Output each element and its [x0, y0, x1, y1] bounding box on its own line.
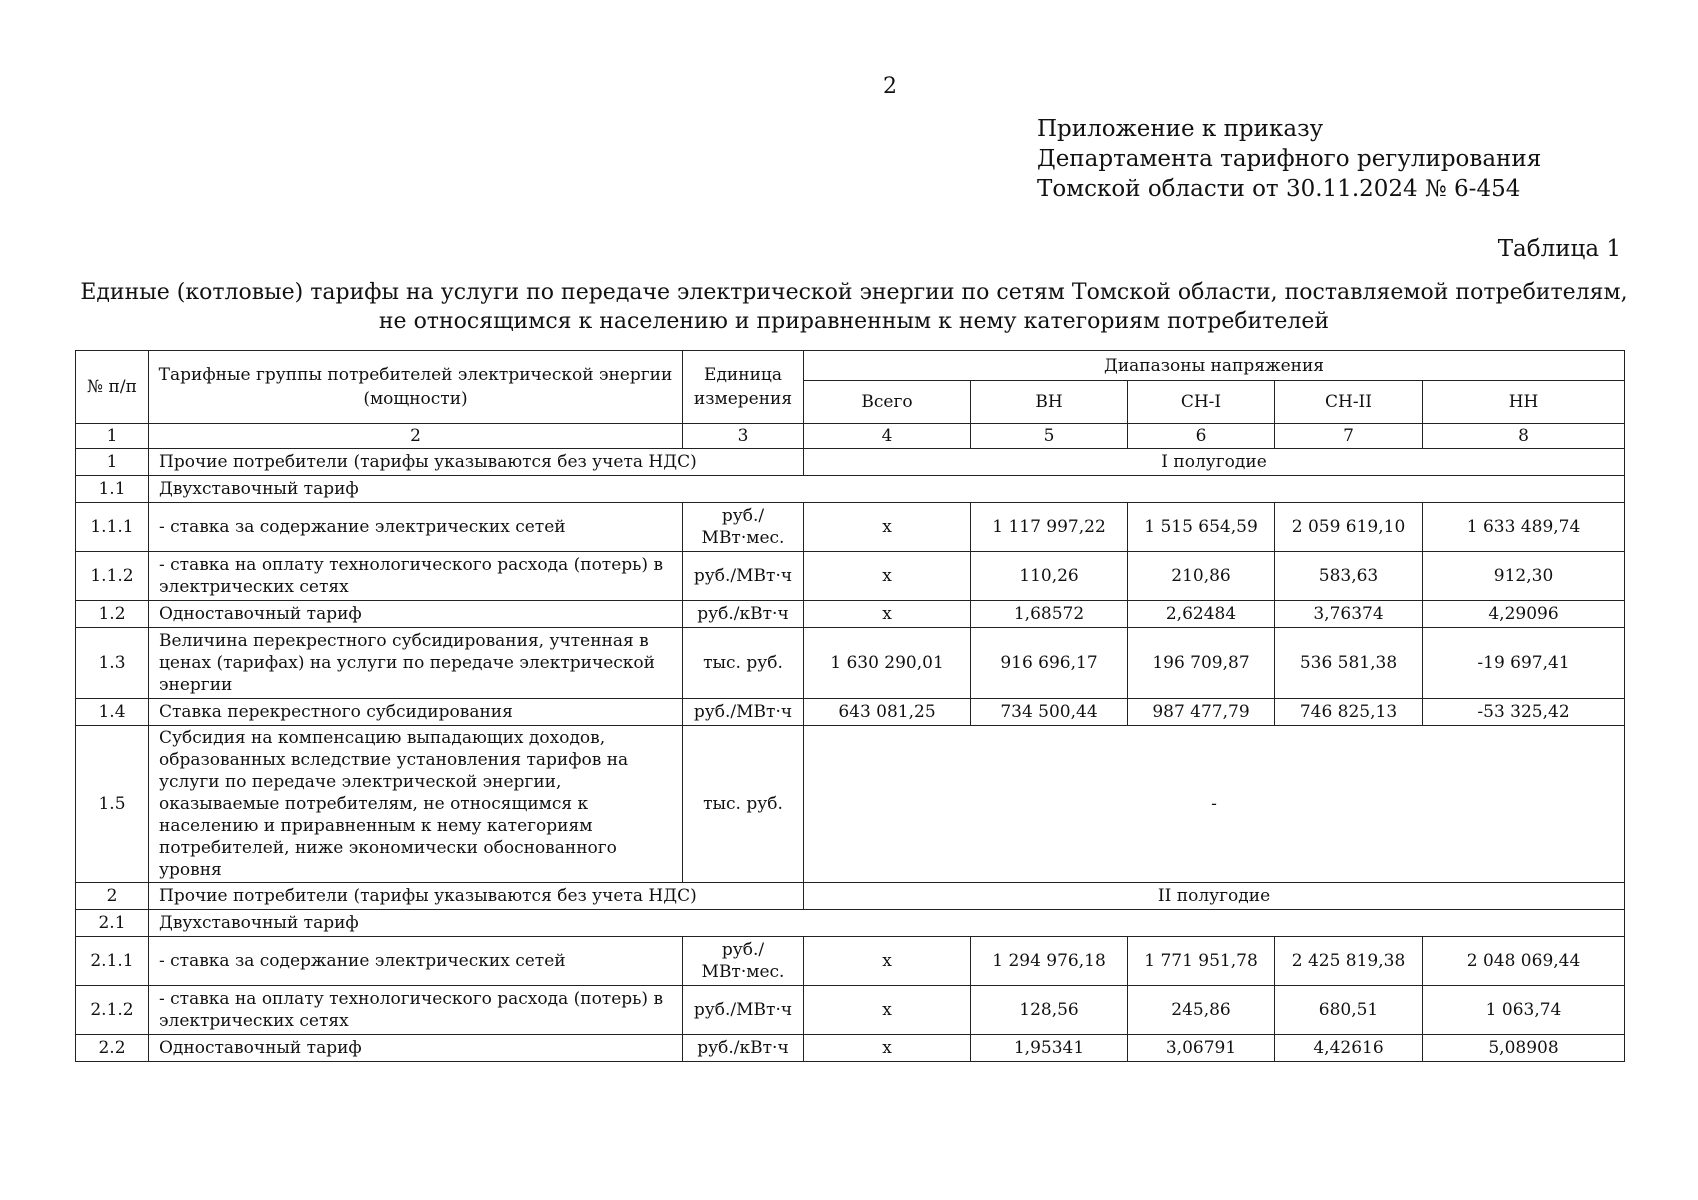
value-total: 1 630 290,01 — [804, 628, 971, 699]
column-number: 7 — [1275, 424, 1423, 449]
row-num: 1 — [76, 449, 149, 476]
value-sn1: 1 515 654,59 — [1128, 503, 1275, 552]
value-total: х — [804, 503, 971, 552]
row-unit: руб./кВт·ч — [683, 1035, 804, 1062]
column-number: 4 — [804, 424, 971, 449]
value-merged: - — [804, 726, 1625, 883]
period-label: I полугодие — [804, 449, 1625, 476]
value-nn: -19 697,41 — [1423, 628, 1625, 699]
value-sn1: 3,06791 — [1128, 1035, 1275, 1062]
value-total: х — [804, 601, 971, 628]
value-total: х — [804, 986, 971, 1035]
tariff-table — [75, 350, 1625, 1062]
value-total: х — [804, 1035, 971, 1062]
page-number: 2 — [883, 74, 897, 99]
value-vn: 1 294 976,18 — [971, 937, 1128, 986]
value-nn: 4,29096 — [1423, 601, 1625, 628]
row-label: Величина перекрестного субсидирования, учтенная в ценах (тарифах) на услуги по передаче электрической энергии — [149, 628, 683, 699]
table-row — [76, 601, 1625, 628]
value-sn2: 3,76374 — [1275, 601, 1423, 628]
table-row — [76, 552, 1625, 601]
row-label: Ставка перекрестного субсидирования — [149, 699, 683, 726]
row-num: 1.5 — [76, 726, 149, 883]
row-num: 2 — [76, 883, 149, 910]
row-unit: руб./МВт·ч — [683, 986, 804, 1035]
table-label: Таблица 1 — [1497, 236, 1621, 262]
row-unit: тыс. руб. — [683, 628, 804, 699]
table-row — [76, 628, 1625, 699]
document-title: Единые (котловые) тарифы на услуги по передаче электрической энергии по сетям Томской области, поставляемой потребителям, не относящимся к населению и приравненным к нему категориям потребителей — [80, 280, 1628, 334]
table-row — [76, 986, 1625, 1035]
column-number: 3 — [683, 424, 804, 449]
row-label: - ставка на оплату технологического расхода (потерь) в электрических сетях — [149, 552, 683, 601]
table-row — [76, 1035, 1625, 1062]
value-sn2: 583,63 — [1275, 552, 1423, 601]
row-label: Прочие потребители (тарифы указываются без учета НДС) — [149, 449, 804, 476]
row-num: 2.1.1 — [76, 937, 149, 986]
value-nn: 2 048 069,44 — [1423, 937, 1625, 986]
row-unit: руб./кВт·ч — [683, 601, 804, 628]
column-number: 6 — [1128, 424, 1275, 449]
header-unit: Единица измерения — [683, 351, 804, 424]
column-number: 1 — [76, 424, 149, 449]
value-vn: 916 696,17 — [971, 628, 1128, 699]
value-sn2: 2 425 819,38 — [1275, 937, 1423, 986]
table-row — [76, 699, 1625, 726]
section-row — [76, 883, 1625, 910]
row-unit: тыс. руб. — [683, 726, 804, 883]
row-unit: руб./МВт·мес. — [683, 937, 804, 986]
row-label: Прочие потребители (тарифы указываются без учета НДС) — [149, 883, 804, 910]
header-sn2: СН-II — [1275, 381, 1423, 424]
value-nn: 5,08908 — [1423, 1035, 1625, 1062]
appendix-line: Приложение к приказу — [1037, 116, 1324, 142]
header-groups: Тарифные группы потребителей электрической энергии (мощности) — [149, 351, 683, 424]
column-number-row — [76, 424, 1625, 449]
row-label: Двухставочный тариф — [149, 476, 1625, 503]
header-nn: НН — [1423, 381, 1625, 424]
row-num: 1.1 — [76, 476, 149, 503]
value-nn: 1 063,74 — [1423, 986, 1625, 1035]
header-voltage-ranges: Диапазоны напряжения — [804, 351, 1625, 381]
table-row — [76, 726, 1625, 883]
row-num: 1.2 — [76, 601, 149, 628]
value-sn2: 2 059 619,10 — [1275, 503, 1423, 552]
value-vn: 1,68572 — [971, 601, 1128, 628]
value-nn: -53 325,42 — [1423, 699, 1625, 726]
value-sn2: 536 581,38 — [1275, 628, 1423, 699]
row-unit: руб./МВт·ч — [683, 552, 804, 601]
value-vn: 734 500,44 — [971, 699, 1128, 726]
value-sn1: 210,86 — [1128, 552, 1275, 601]
header-total: Всего — [804, 381, 971, 424]
header-vn: ВН — [971, 381, 1128, 424]
row-unit: руб./МВт·мес. — [683, 503, 804, 552]
value-sn1: 245,86 — [1128, 986, 1275, 1035]
value-nn: 912,30 — [1423, 552, 1625, 601]
section-row — [76, 449, 1625, 476]
value-vn: 1,95341 — [971, 1035, 1128, 1062]
column-number: 2 — [149, 424, 683, 449]
row-num: 2.1.2 — [76, 986, 149, 1035]
row-label: Субсидия на компенсацию выпадающих доходов, образованных вследствие установления тарифов на услуги по передаче электрической энергии, оказываемые потребителям, не относящимся к населению и приравненным к нему категориям потребителей, ниже экономически обоснованного уровня — [149, 726, 683, 883]
row-label: Двухставочный тариф — [149, 910, 1625, 937]
value-vn: 128,56 — [971, 986, 1128, 1035]
value-total: 643 081,25 — [804, 699, 971, 726]
value-sn1: 1 771 951,78 — [1128, 937, 1275, 986]
value-sn2: 4,42616 — [1275, 1035, 1423, 1062]
row-label: Одноставочный тариф — [149, 601, 683, 628]
row-unit: руб./МВт·ч — [683, 699, 804, 726]
value-vn: 1 117 997,22 — [971, 503, 1128, 552]
appendix-line: Департамента тарифного регулирования — [1037, 146, 1542, 172]
value-sn2: 680,51 — [1275, 986, 1423, 1035]
value-vn: 110,26 — [971, 552, 1128, 601]
value-nn: 1 633 489,74 — [1423, 503, 1625, 552]
value-sn1: 987 477,79 — [1128, 699, 1275, 726]
row-num: 2.1 — [76, 910, 149, 937]
appendix-line: Томской области от 30.11.2024 № 6-454 — [1037, 176, 1521, 202]
table-row — [76, 910, 1625, 937]
period-label: II полугодие — [804, 883, 1625, 910]
row-num: 1.1.2 — [76, 552, 149, 601]
header-sn1: СН-I — [1128, 381, 1275, 424]
header-num: № п/п — [76, 351, 149, 424]
table-row — [76, 503, 1625, 552]
value-sn1: 2,62484 — [1128, 601, 1275, 628]
row-num: 1.3 — [76, 628, 149, 699]
column-number: 8 — [1423, 424, 1625, 449]
table-row — [76, 937, 1625, 986]
column-number: 5 — [971, 424, 1128, 449]
row-label: - ставка за содержание электрических сетей — [149, 503, 683, 552]
row-label: - ставка на оплату технологического расхода (потерь) в электрических сетях — [149, 986, 683, 1035]
value-sn1: 196 709,87 — [1128, 628, 1275, 699]
row-num: 2.2 — [76, 1035, 149, 1062]
row-num: 1.1.1 — [76, 503, 149, 552]
header-row — [76, 351, 1625, 381]
row-label: Одноставочный тариф — [149, 1035, 683, 1062]
value-sn2: 746 825,13 — [1275, 699, 1423, 726]
appendix-block — [1037, 114, 1541, 204]
row-num: 1.4 — [76, 699, 149, 726]
value-total: х — [804, 552, 971, 601]
row-label: - ставка за содержание электрических сетей — [149, 937, 683, 986]
value-total: х — [804, 937, 971, 986]
table-row — [76, 476, 1625, 503]
